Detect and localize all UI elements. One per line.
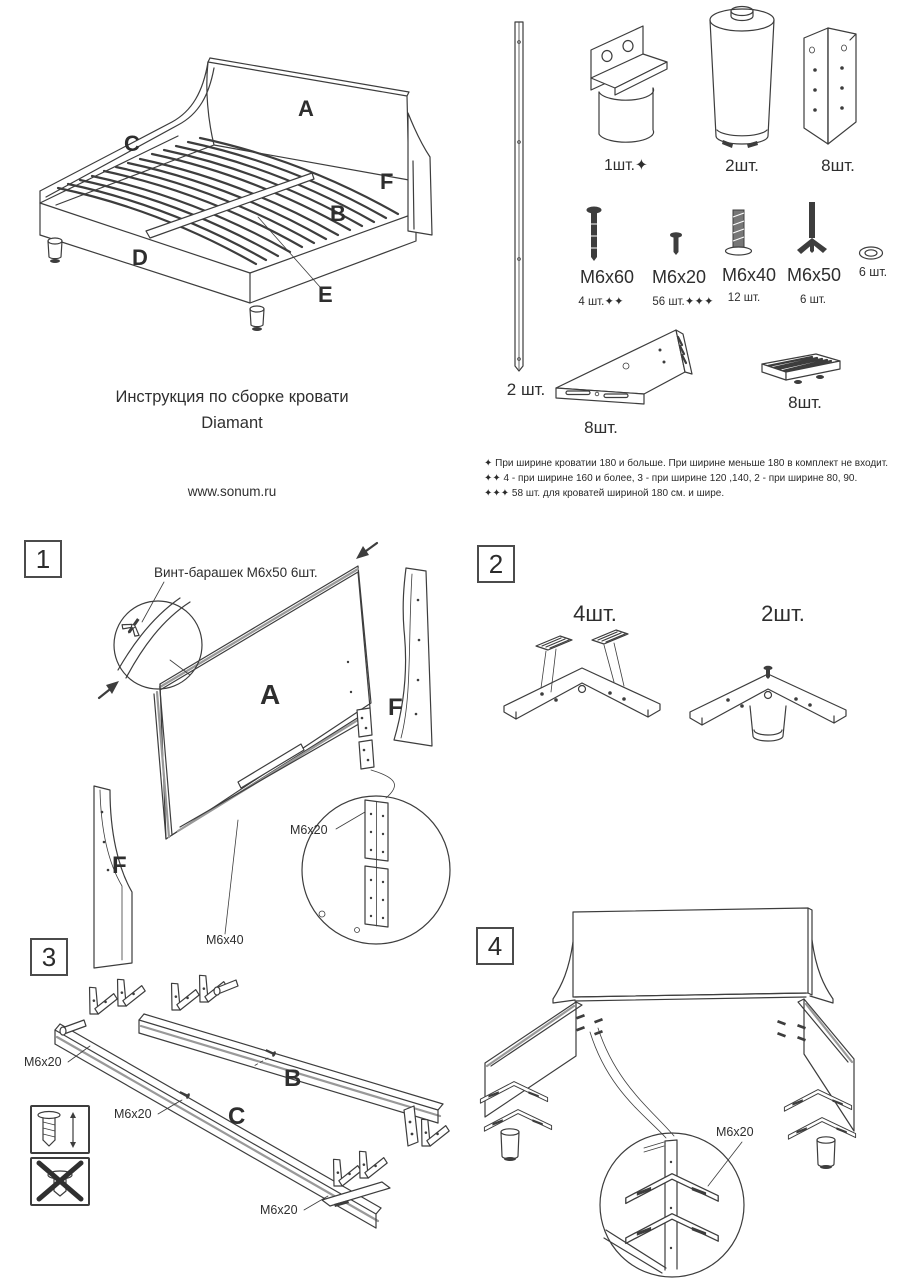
- footnotes: [484, 456, 896, 501]
- step3-m6x20-label-1: M6x20: [24, 1055, 62, 1069]
- m6x50-label: M6x50: [786, 265, 842, 285]
- dowel-m6x40-drawing: [724, 208, 752, 260]
- overview-label-f: F: [380, 169, 394, 194]
- screw-m6x20-floating: [265, 1047, 277, 1057]
- website-url: www.sonum.ru: [187, 484, 277, 499]
- glide-pad-part-drawing: [756, 350, 846, 394]
- cylinder-leg-part-drawing: [703, 4, 781, 156]
- step3-m6x20-label-2: M6x20: [114, 1107, 152, 1121]
- m6x40-qty: 12 шт.: [727, 292, 761, 304]
- corner-bracket-qty: 8шт.: [584, 418, 618, 437]
- step-3-number: 3: [30, 938, 68, 976]
- angle-bracket-qty: 8шт.: [821, 156, 855, 175]
- title-line2: Diamant: [201, 414, 263, 432]
- bolt-m6x60-drawing: [583, 204, 605, 266]
- overview-label-e: E: [318, 282, 333, 307]
- step-1-drawing: [68, 540, 470, 976]
- bed-leg-front-corner: [250, 306, 264, 331]
- footnote-3: ✦✦✦ 58 шт. для кроватей шириной 180 см. и шире.: [484, 488, 725, 499]
- step3-m6x20-label-3: M6x20: [260, 1203, 298, 1217]
- bracket-with-pads: [504, 630, 660, 719]
- step-2-number: 2: [477, 545, 515, 583]
- side-rail-part-drawing: [506, 14, 532, 376]
- footnote-1: ✦ При ширине кроватии 180 и больше. При ширине меньше 180 в комплект не входит.: [484, 458, 889, 469]
- step1-label-f-right: F: [388, 694, 403, 721]
- cylinder-leg-qty: 2шт.: [725, 156, 759, 175]
- warning-no-overtighten-box: [30, 1157, 90, 1206]
- rail-c-drawing: [55, 974, 390, 1228]
- step1-m6x20-label: M6x20: [290, 823, 328, 837]
- corner-bracket-part-drawing: [552, 324, 694, 418]
- rail-b-drawing: [139, 970, 452, 1148]
- step1-m6x40-label: M6x40: [206, 933, 244, 947]
- warning-screw-depth-box: [30, 1105, 90, 1154]
- step1-label-f-left: F: [112, 852, 127, 879]
- washer-drawing: [856, 244, 886, 262]
- m6x40-label: M6x40: [721, 265, 777, 285]
- page-title: [57, 384, 407, 436]
- angle-bracket-part-drawing: [798, 24, 862, 154]
- bed-leg-front-left: [48, 238, 62, 263]
- step-1-number: 1: [24, 540, 62, 578]
- step1-callout: Винт-барашек М6х50 6шт.: [154, 565, 318, 580]
- title-line1: Инструкция по сборке кровати: [115, 388, 349, 406]
- overview-label-d: D: [132, 245, 148, 270]
- washer-qty: 6 шт.: [858, 265, 888, 279]
- footnote-2: ✦✦ 4 - при ширине 160 и более, 3 - при ширине 120 ,140, 2 - при ширине 80, 90.: [484, 473, 858, 484]
- rail-qty: 2 шт.: [506, 380, 546, 399]
- step-4-drawing: [458, 900, 900, 1280]
- leg-bracket-part-drawing: [583, 20, 675, 158]
- overview-label-c: C: [124, 131, 140, 156]
- m6x60-qty: 4 шт.✦✦: [578, 296, 624, 308]
- step2-qty-right: 2шт.: [761, 601, 805, 626]
- bed-overview-drawing: [18, 35, 473, 350]
- step-2-drawing: [468, 630, 888, 755]
- step4-m6x20-label: M6x20: [716, 1125, 754, 1139]
- step3-label-b: B: [284, 1065, 302, 1092]
- wing-screw-m6x50-drawing: [792, 200, 832, 260]
- m6x20-qty: 56 шт.✦✦✦: [652, 296, 714, 308]
- overview-label-a: A: [298, 96, 314, 121]
- m6x20-label: M6x20: [651, 267, 707, 287]
- step2-qty-left: 4шт.: [573, 601, 617, 626]
- glide-pad-qty: 8шт.: [788, 393, 822, 412]
- screw-depth-icon: [32, 1107, 87, 1151]
- step3-label-c: C: [228, 1103, 246, 1130]
- bracket-with-leg: [690, 666, 846, 741]
- step-4-number: 4: [476, 927, 514, 965]
- crossed-out-screw-icon: [32, 1159, 87, 1203]
- screw-m6x20-drawing: [667, 231, 685, 261]
- m6x60-label: M6x60: [579, 267, 635, 287]
- step1-label-a: A: [260, 679, 281, 710]
- overview-label-b: B: [330, 201, 346, 226]
- m6x50-qty: 6 шт.: [799, 294, 827, 306]
- leg-bracket-qty: 1шт.✦: [604, 157, 648, 174]
